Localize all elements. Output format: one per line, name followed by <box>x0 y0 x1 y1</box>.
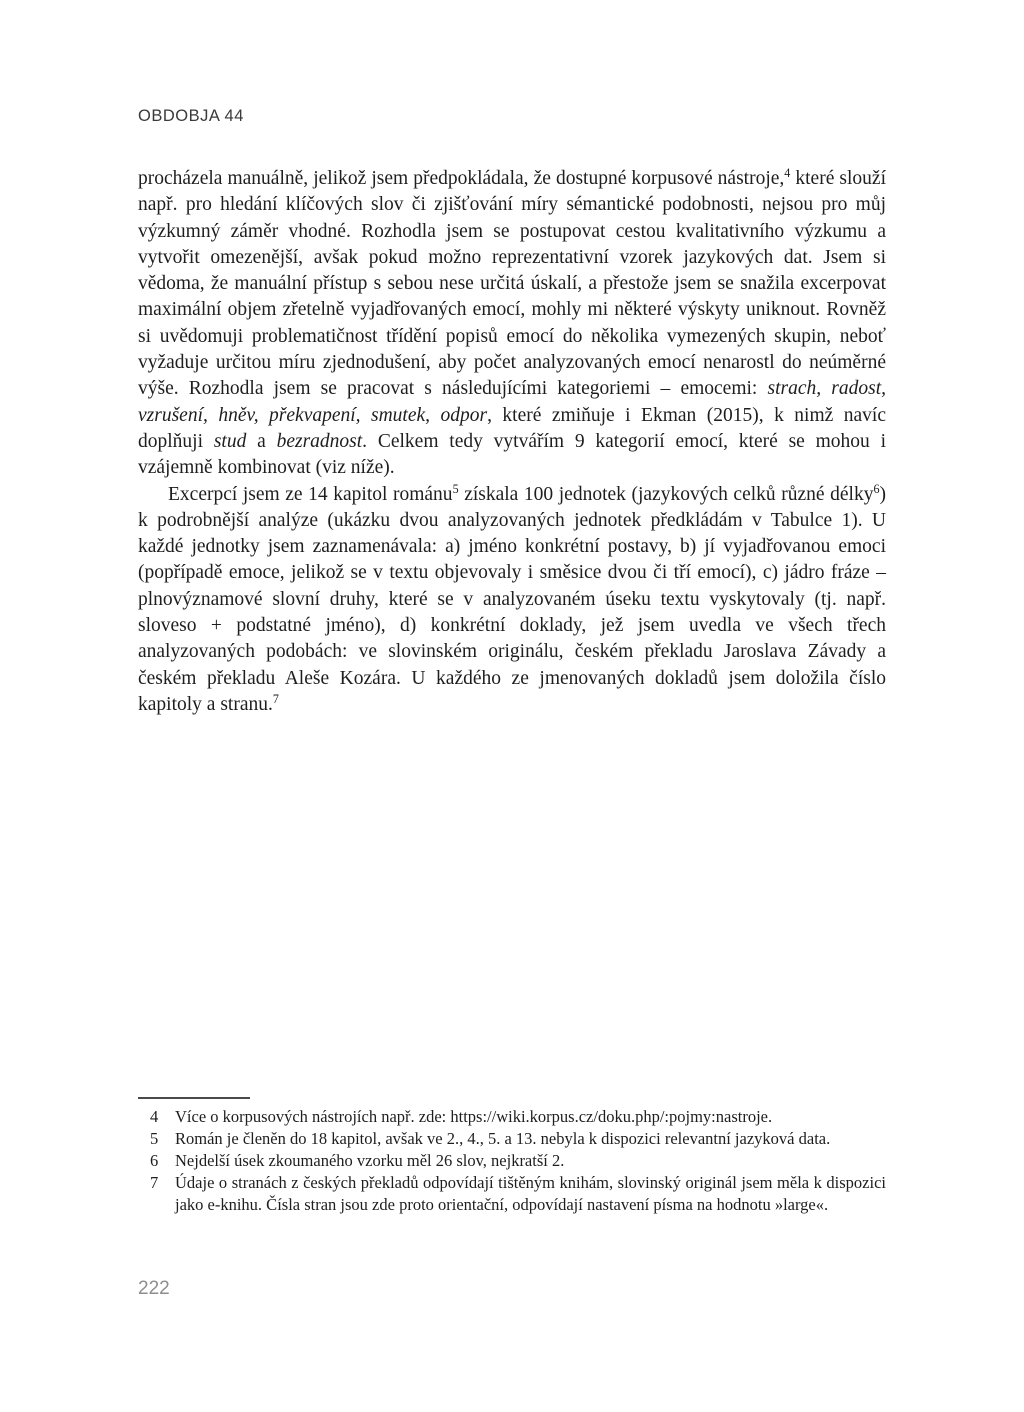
footnote-number: 4 <box>150 1107 159 1126</box>
footnote <box>138 1128 886 1150</box>
footnote-number: 5 <box>150 1129 159 1148</box>
footnote-ref: 7 <box>272 692 279 707</box>
paragraph <box>138 482 886 719</box>
text-segment: Údaje o stranách z českých překladů odpovídají tištěným knihám, slovinský originál jsem měla k dispozici jako e-knihu. Čísla stran jsou zde proto orientační, odpovídají nastavení písma na hodnotu »large«. <box>175 1173 886 1214</box>
page-number: 222 <box>138 1278 170 1299</box>
text-segment: , které zmiňuje i Ekman (2015), k nimž navíc doplňuji <box>138 404 886 452</box>
text-segment: získala 100 jednotek (jazykových celků různé délky <box>458 483 874 505</box>
footnote-number: 7 <box>150 1173 159 1192</box>
footnote-ref: 6 <box>873 481 880 496</box>
text-segment: ) k podrobnější analýze (ukázku dvou analyzovaných jednotek předkládám v Tabulce 1). U každé jednotky jsem zaznamenávala: a) jméno konkrétní postavy, b) jí vyjadřovanou emoci (popřípadě emoce, jelikož se v textu objevovaly i směsice dvou či tří emocí), c) jádro fráze – plnovýznamové slovní druhy, které se v analyzovaném úseku textu vyskytovaly (tj. např. sloveso + podstatné jméno), d) konkrétní doklady, jež jsem uvedla ve všech třech analyzovaných podobách: ve slovinském originálu, českém překladu Jaroslava Závady a českém překladu Aleše Kozára. U každého ze jmenovaných dokladů jsem doložila číslo kapitoly a stranu. <box>138 483 886 715</box>
text-segment: . Celkem tedy vytvářím 9 kategorií emocí, které se mohou i vzájemně kombinovat (viz níže). <box>138 430 886 479</box>
text-segment: Nejdelší úsek zkoumaného vzorku měl 26 slov, nejkratší 2. <box>175 1151 565 1170</box>
footnote-number: 6 <box>150 1151 159 1170</box>
footnote <box>138 1106 886 1128</box>
text-segment: a <box>246 430 277 452</box>
footnote <box>138 1150 886 1172</box>
footnote-ref: 5 <box>452 481 459 496</box>
footnote-separator <box>138 1097 250 1099</box>
body-text <box>138 166 886 718</box>
running-header: OBDOBJA 44 <box>138 107 244 125</box>
text-segment: procházela manuálně, jelikož jsem předpokládala, že dostupné korpusové nástroje, <box>138 168 785 189</box>
text-segment: Román je členěn do 18 kapitol, avšak ve 2., 4., 5. a 13. nebyla k dispozici relevantní jazyková data. <box>175 1129 831 1148</box>
paragraph <box>138 166 886 482</box>
footnote <box>138 1172 886 1216</box>
footnote-ref: 4 <box>784 166 791 181</box>
text-segment: Více o korpusových nástrojích např. zde: https://wiki.korpus.cz/doku.php/:pojmy:nastroje. <box>175 1107 773 1126</box>
text-segment: Excerpcí jsem ze 14 kapitol románu <box>168 483 453 505</box>
text-segment: strach, radost, vzrušení, hněv, překvapení, smutek, odpor <box>138 378 886 426</box>
text-segment: které slouží např. pro hledání klíčových slov či zjišťování míry sémantické podobnosti, nejsou pro můj výzkumný záměr vhodné. Rozhodla jsem se postupovat cestou kvalitativního výzkumu a vytvořit omezenější, avšak pokud možno reprezentativní vzorek jazykových dat. Jsem si vědoma, že manuální přístup s sebou nese určitá úskalí, a přestože jsem se snažila excerpovat maximální objem zřetelně vyjadřovaných emocí, mohly mi některé výskyty uniknout. Rovněž si uvědomuji problematičnost třídění popisů emocí do několika vymezených skupin, neboť vyžaduje určitou míru zjednodušení, aby počet analyzovaných emocí nenarostl do neúměrné výše. Rozhodla jsem se pracovat s následujícími kategoriemi – emocemi: <box>138 168 886 400</box>
text-segment: bezradnost <box>276 430 363 452</box>
text-segment: stud <box>213 430 247 452</box>
footnotes-section <box>138 1106 886 1216</box>
